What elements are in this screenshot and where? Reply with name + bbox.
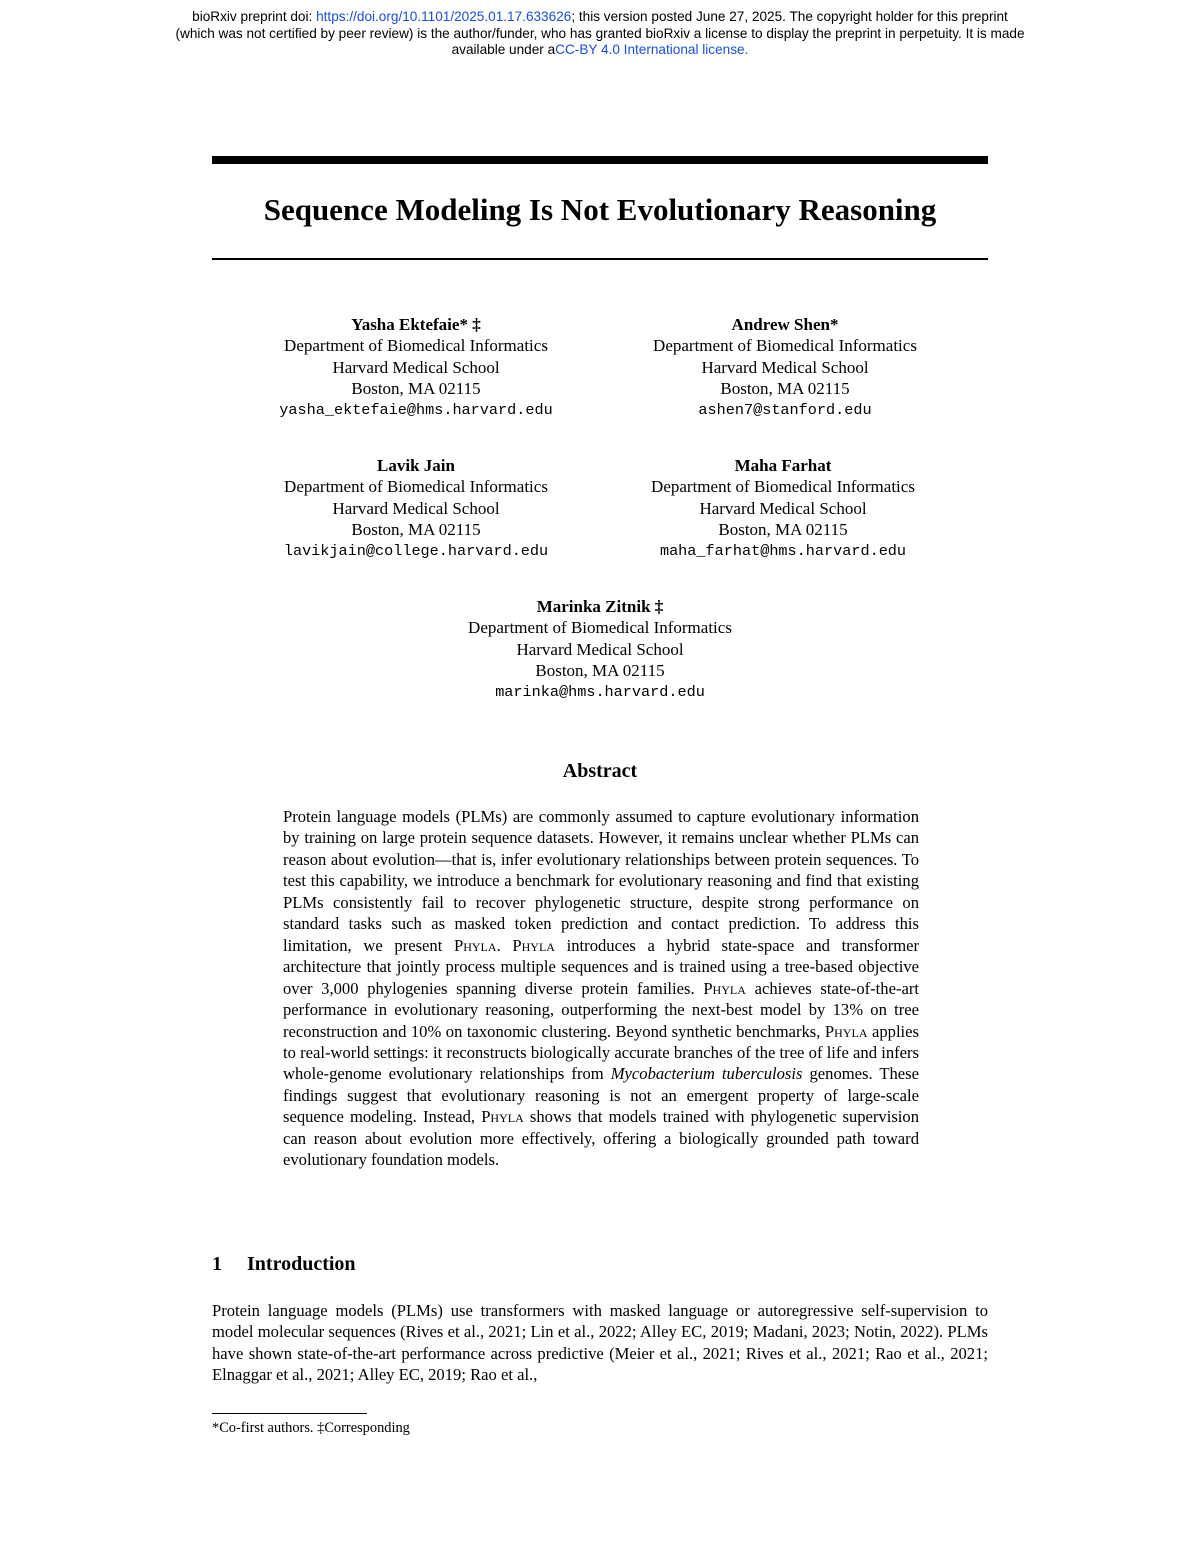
abstract-text: Protein language models (PLMs) are commonly assumed to capture evolutionary information by training on large protein sequence datasets. However, it remains unclear whether PLMs can reason about evolution—that is, infer evolutionary relationships between protein sequences. To test this capability, we introduce a benchmark for evolutionary reasoning and find that existing PLMs consistently fail to recover phylogenetic structure, despite strong performance on standard tasks such as masked token prediction and contact prediction. To address this limitation, we present — [283, 807, 919, 955]
author-name: Maha Farhat — [734, 456, 832, 475]
footnote-rule — [212, 1413, 367, 1414]
author-name: Yasha Ektefaie* ‡ — [351, 315, 481, 334]
model-name: Phyla — [481, 1107, 524, 1127]
author-city: Boston, MA 02115 — [718, 520, 848, 540]
author-name: Marinka Zitnik ‡ — [536, 597, 664, 616]
model-name: Phyla — [512, 935, 555, 955]
section-heading — [212, 1250, 356, 1278]
author-school: Harvard Medical School — [516, 639, 684, 659]
abstract-text: genomes. These findings suggest that evolutionary reasoning is not an emergent property of large-scale sequence modeling. Instead, — [283, 1064, 919, 1127]
author-block — [573, 455, 993, 562]
author-block — [575, 314, 995, 421]
doi-link[interactable]: https://doi.org/10.1101/2025.01.17.633626 — [316, 9, 572, 24]
introduction-body: Protein language models (PLMs) use transformers with masked language or autoregressive self-supervision to model molecular sequences (Rives et al., 2021; Lin et al., 2022; Alley EC, 2019; Madani, 2023; Notin, 2022). PLMs have shown state-of-the-art performance across predictive (Meier et al., 2021; Rives et al., 2021; Rao et al., 2021; Elnaggar et al., 2021; Alley EC, 2019; Rao et al., — [212, 1301, 988, 1385]
preprint-header-text-3: available under a — [451, 42, 556, 58]
model-name: Phyla — [824, 1021, 868, 1041]
author-school: Harvard Medical School — [701, 357, 869, 377]
abstract-body — [283, 806, 919, 1171]
footnote: *Co-first authors. ‡Corresponding — [212, 1420, 410, 1436]
author-department: Department of Biomedical Informatics — [284, 477, 548, 497]
author-email[interactable]: maha_farhat@hms.harvard.edu — [659, 541, 907, 560]
preprint-header-text-2: ; this version posted June 27, 2025. The copyright holder for this preprint — [571, 9, 1008, 24]
author-block — [390, 596, 810, 703]
abstract-text: applies to real-world settings: it reconstructs biologically accurate branches of the tree of life and infers whole-genome evolutionary relationships from — [283, 1021, 919, 1084]
title-bottom-rule — [212, 258, 988, 260]
author-name: Andrew Shen* — [731, 315, 839, 334]
author-school: Harvard Medical School — [699, 498, 867, 518]
author-city: Boston, MA 02115 — [535, 661, 665, 681]
author-department: Department of Biomedical Informatics — [284, 336, 548, 356]
title-top-rule — [212, 156, 988, 164]
preprint-header-line-1 — [0, 9, 1200, 26]
author-department: Department of Biomedical Informatics — [653, 336, 917, 356]
author-name: Lavik Jain — [377, 456, 455, 475]
model-name: Phyla — [703, 978, 746, 998]
author-department: Department of Biomedical Informatics — [651, 477, 915, 497]
author-block — [206, 455, 626, 562]
license-link[interactable]: CC-BY 4.0 International license — [555, 42, 745, 58]
author-email[interactable]: lavikjain@college.harvard.edu — [283, 541, 549, 560]
author-email[interactable]: ashen7@stanford.edu — [698, 400, 872, 419]
preprint-header — [0, 9, 1200, 59]
section-number: 1 — [212, 1253, 222, 1275]
section-title: Introduction — [247, 1253, 356, 1275]
paper-title: Sequence Modeling Is Not Evolutionary Reasoning — [263, 192, 937, 227]
author-email[interactable]: yasha_ektefaie@hms.harvard.edu — [279, 400, 553, 419]
preprint-header-line-2: (which was not certified by peer review) is the author/funder, who has granted bioRxiv a license to display the preprint in perpetuity. It is made — [175, 25, 1025, 41]
author-city: Boston, MA 02115 — [720, 379, 850, 399]
preprint-header-line-3 — [0, 42, 1200, 59]
preprint-header-text-1: bioRxiv preprint doi: — [192, 9, 317, 24]
author-email[interactable]: marinka@hms.harvard.edu — [495, 682, 705, 701]
author-school: Harvard Medical School — [332, 498, 500, 518]
species-name: Mycobacterium tuberculosis — [610, 1064, 803, 1084]
abstract-text: . — [496, 935, 513, 955]
abstract-heading: Abstract — [562, 760, 638, 782]
model-name: Phyla — [454, 935, 497, 955]
author-city: Boston, MA 02115 — [351, 520, 481, 540]
abstract-text: introduces a hybrid state-space and transformer architecture that jointly process multiple sequences and is trained using a tree-based objective over 3,000 phylogenies spanning diverse protein families. — [283, 935, 920, 998]
abstract-text: shows that models trained with phylogenetic supervision can reason about evolution more effectively, offering a biologically grounded path toward evolutionary foundation models. — [283, 1107, 920, 1170]
author-department: Department of Biomedical Informatics — [468, 618, 732, 638]
abstract-text: achieves state-of-the-art performance in evolutionary reasoning, outperforming the next-best model by 13% on tree reconstruction and 10% on taxonomic clustering. Beyond synthetic benchmarks, — [283, 978, 919, 1041]
license-link-period: . — [744, 42, 749, 58]
author-city: Boston, MA 02115 — [351, 379, 481, 399]
author-block — [206, 314, 626, 421]
author-school: Harvard Medical School — [332, 357, 500, 377]
